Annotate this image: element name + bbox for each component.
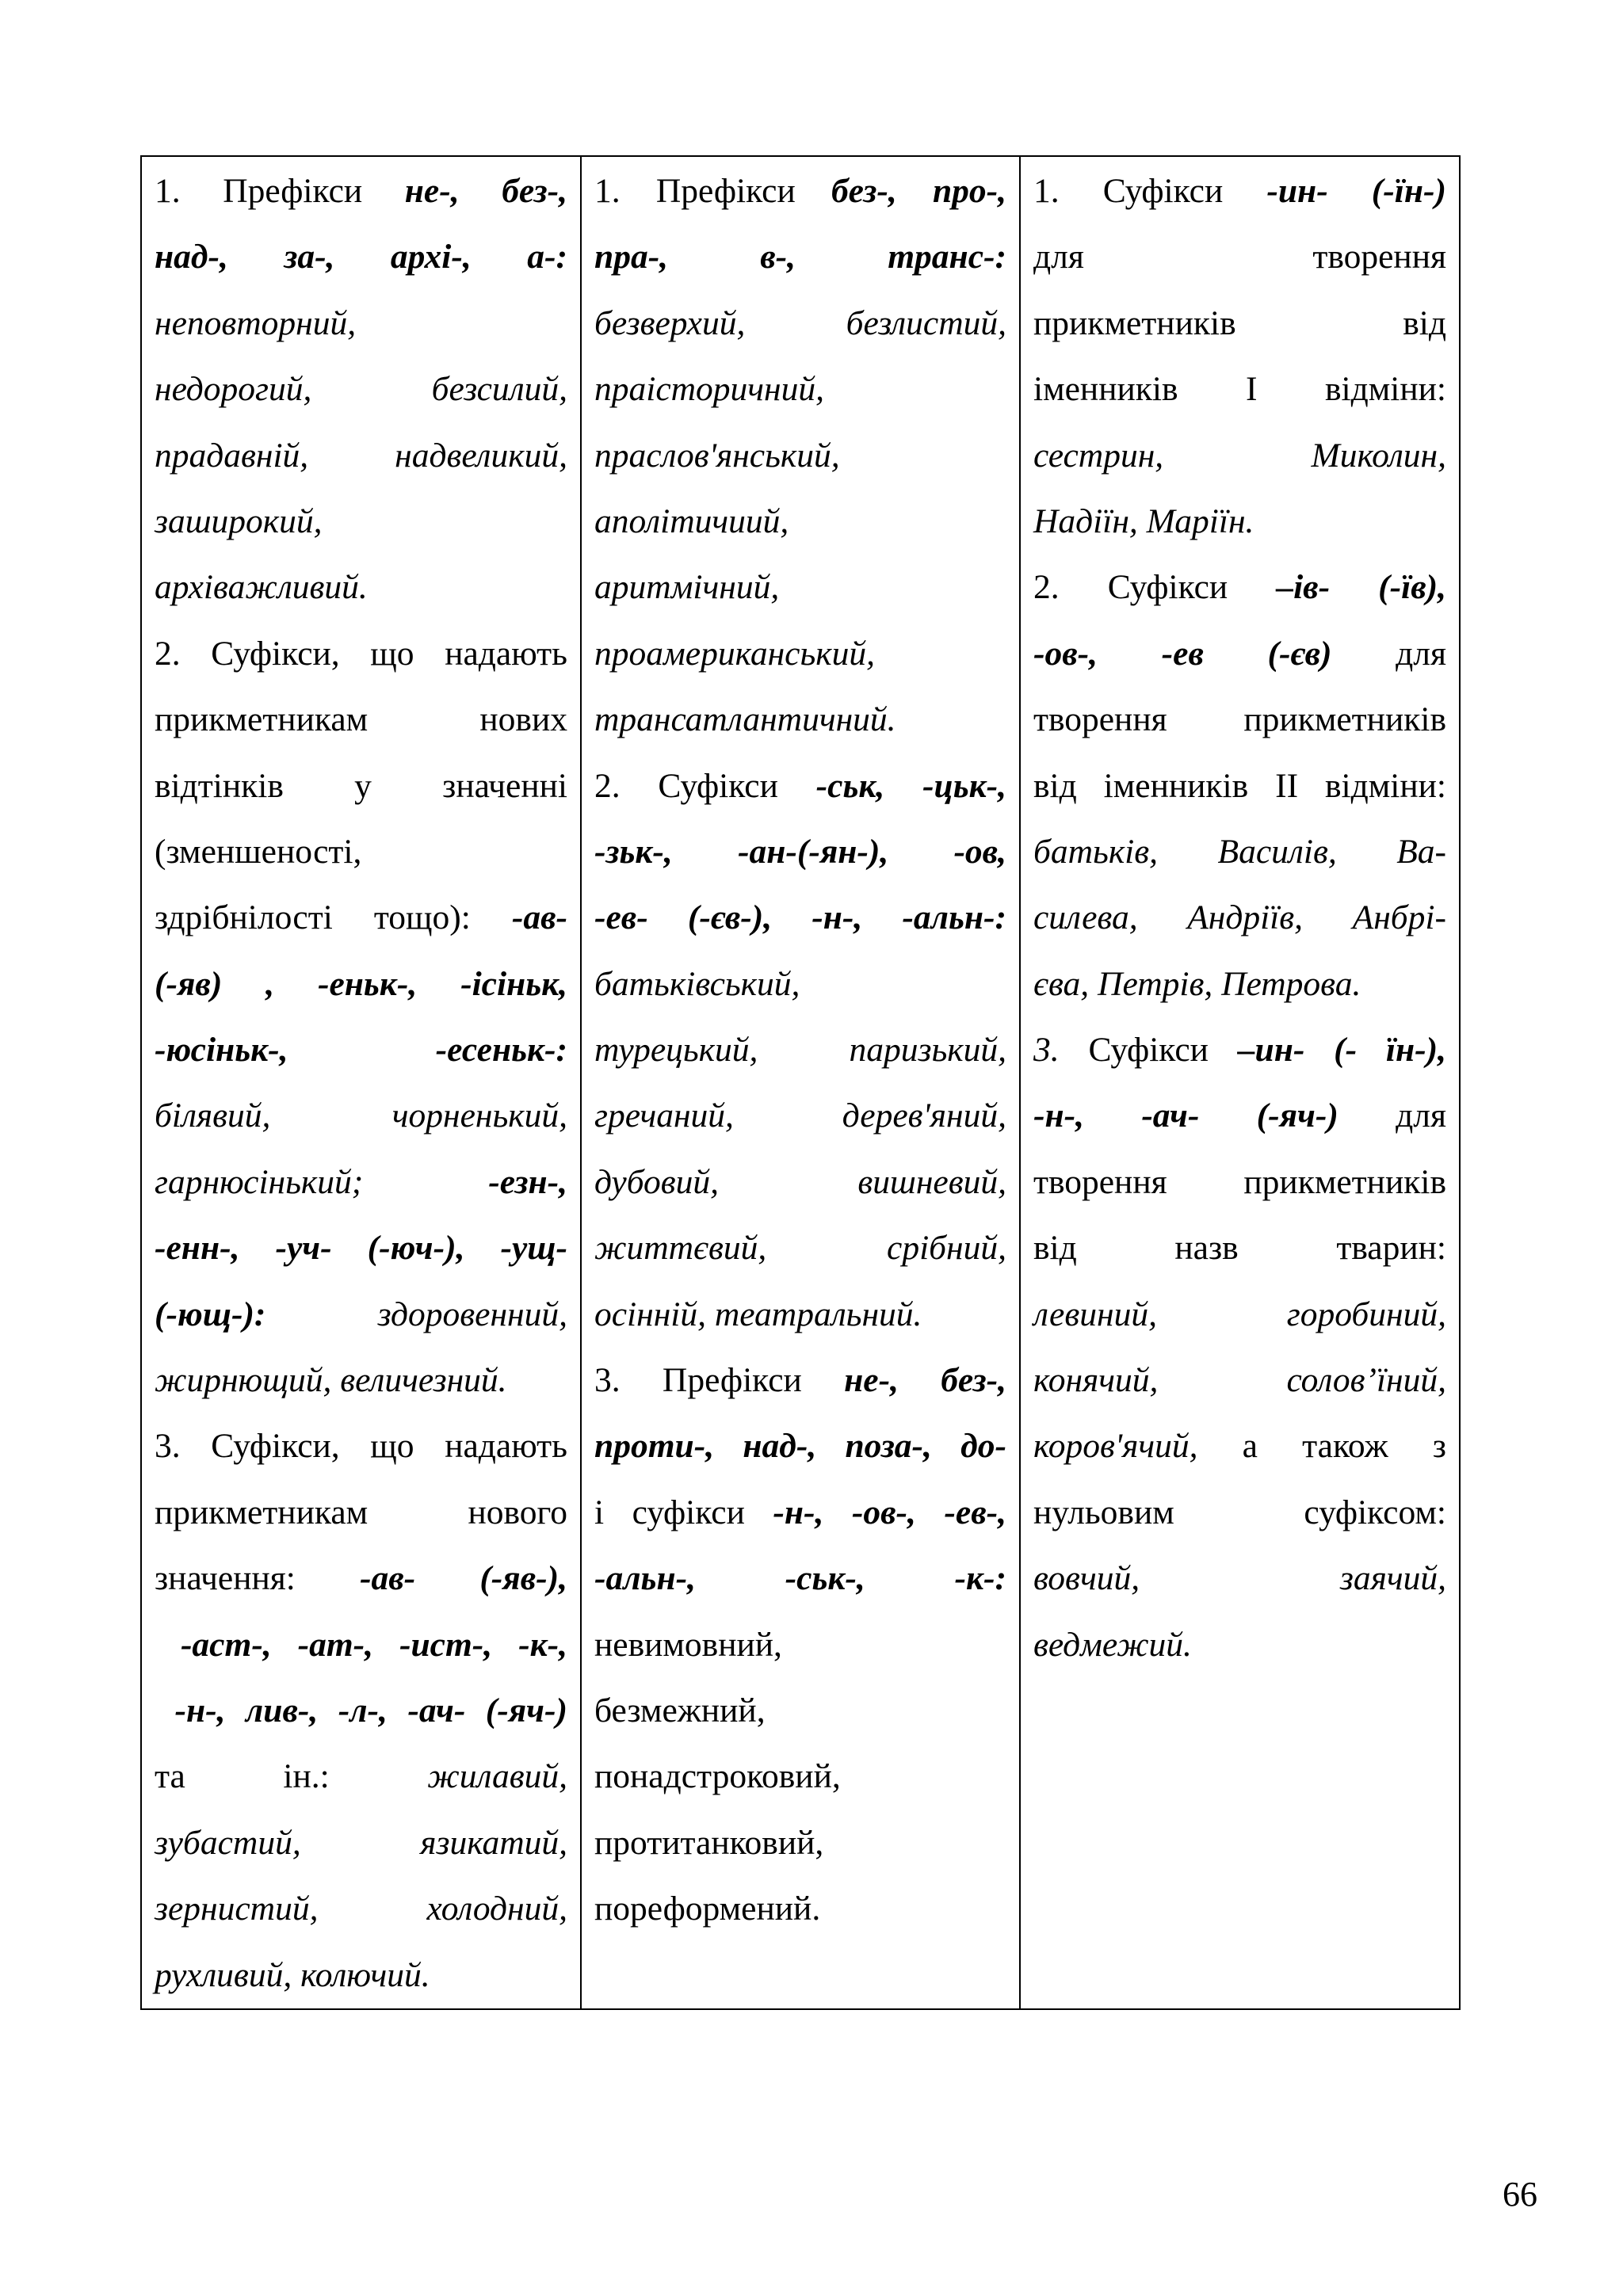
cell-text-line bbox=[1033, 1480, 1446, 1546]
text-run: для bbox=[1396, 634, 1446, 673]
text-run: пореформений. bbox=[594, 1890, 821, 1928]
cell-text-line bbox=[155, 819, 567, 885]
text-run: -езн-, bbox=[488, 1162, 567, 1201]
text-run: сестрин, Миколин, bbox=[1033, 436, 1446, 475]
text-run: зернистий, холодний, bbox=[155, 1890, 567, 1928]
text-run: 2. Суфікси bbox=[1033, 568, 1277, 607]
text-run: левиний, горобиний, bbox=[1033, 1295, 1446, 1333]
cell-text-line bbox=[1033, 1282, 1446, 1348]
cell-text-line bbox=[594, 621, 1006, 687]
cell-text-line bbox=[1033, 423, 1446, 489]
text-run: гречаний, дерев'яний, bbox=[594, 1097, 1006, 1135]
cell-text-line bbox=[155, 423, 567, 489]
cell-text-line bbox=[594, 555, 1006, 620]
text-run: без-, про-, bbox=[831, 172, 1007, 210]
cell-text-line bbox=[594, 1480, 1006, 1546]
cell-text-line bbox=[594, 1282, 1006, 1348]
text-run: заширокий, bbox=[155, 502, 323, 540]
text-run: -н-, лив-, -л-, -ач- (-яч-) bbox=[155, 1691, 567, 1730]
cell-text-line bbox=[155, 555, 567, 620]
cell-text-line bbox=[155, 1150, 567, 1215]
text-run: зубастий, язикатий, bbox=[155, 1823, 567, 1862]
text-run: -енн-, -уч- (-юч-), -ущ- bbox=[155, 1229, 567, 1268]
cell-text-line bbox=[1033, 753, 1446, 819]
cell-text-line bbox=[1033, 621, 1446, 687]
suffix-prefix-table bbox=[140, 155, 1461, 2010]
text-run: (зменшеності, bbox=[155, 832, 362, 871]
cell-text-line bbox=[594, 423, 1006, 489]
text-run: -ав- (-яв-), bbox=[360, 1559, 567, 1598]
text-run: осінній, театральний. bbox=[594, 1295, 922, 1333]
text-run: Надіїн, Маріїн. bbox=[1033, 502, 1254, 540]
text-run: для bbox=[1396, 1097, 1446, 1135]
text-run: здоровенний, bbox=[377, 1295, 567, 1333]
text-run: –ів- (-їв), bbox=[1276, 568, 1447, 607]
text-run: єва, Петрів, Петрова. bbox=[1033, 964, 1361, 1003]
cell-text-line bbox=[594, 1150, 1006, 1215]
cell-text-line bbox=[155, 1876, 567, 1942]
cell-text-line bbox=[155, 291, 567, 357]
cell-text-line bbox=[594, 1348, 1006, 1413]
cell-text-line bbox=[594, 753, 1006, 819]
text-run: від іменників ІІ відміни: bbox=[1033, 766, 1446, 805]
text-run: ведмежий. bbox=[1033, 1625, 1192, 1664]
table-row bbox=[141, 156, 1460, 2009]
cell-text-line bbox=[155, 885, 567, 951]
cell-text-line bbox=[1033, 1083, 1446, 1149]
cell-text-line bbox=[1033, 489, 1446, 555]
cell-text-line bbox=[1033, 687, 1446, 753]
text-run: прикметників від bbox=[1033, 303, 1446, 342]
cell-text-line bbox=[1033, 952, 1446, 1017]
cell-text-line bbox=[155, 1480, 567, 1546]
text-run: рухливий, колючий. bbox=[155, 1955, 430, 1994]
text-run: неповторний, bbox=[155, 303, 357, 342]
text-run: для творення bbox=[1033, 238, 1446, 277]
text-run: відтінків у значенні bbox=[155, 766, 567, 805]
text-run: гарнюсінький; bbox=[155, 1162, 489, 1201]
cell-text-line bbox=[155, 952, 567, 1017]
text-run: праісторичний, bbox=[594, 370, 825, 409]
text-run: Суфікси bbox=[1088, 1031, 1238, 1070]
text-run: вовчий, заячий, bbox=[1033, 1559, 1446, 1598]
text-run: від назв тварин: bbox=[1033, 1229, 1446, 1268]
cell-text-line bbox=[155, 1744, 567, 1810]
text-run: 2. Суфікси, що надають bbox=[155, 634, 567, 673]
text-run: -ов-, -ев (-єв) bbox=[1033, 634, 1396, 673]
page-number: 66 bbox=[1503, 2175, 1537, 2214]
text-run: -ев- (-єв-), -н-, -альн-: bbox=[594, 898, 1006, 937]
cell-text-line bbox=[155, 357, 567, 422]
text-run: аполітичиий, bbox=[594, 502, 789, 540]
text-run: прикметникам нового bbox=[155, 1493, 567, 1531]
text-run: -н-, -ов-, -ев-, bbox=[773, 1493, 1006, 1531]
text-run: недорогий, безсилий, bbox=[155, 370, 567, 409]
cell-text-line bbox=[594, 1215, 1006, 1281]
cell-text-line bbox=[594, 489, 1006, 555]
cell-text-line bbox=[1033, 1215, 1446, 1281]
text-run: дубовий, вишневий, bbox=[594, 1162, 1006, 1201]
cell-text-line bbox=[1033, 1150, 1446, 1215]
text-run: -ав- bbox=[511, 898, 567, 937]
text-run: не-, без-, bbox=[844, 1361, 1007, 1400]
cell-text-line bbox=[1033, 357, 1446, 422]
cell-text-line bbox=[594, 885, 1006, 951]
text-run: та ін.: bbox=[155, 1757, 428, 1796]
text-run: -аст-, -ат-, -ист-, -к-, bbox=[155, 1625, 567, 1664]
table-cell-column-1 bbox=[141, 156, 581, 2009]
cell-text-line bbox=[155, 1413, 567, 1479]
cell-text-line bbox=[1033, 1017, 1446, 1083]
cell-text-line bbox=[1033, 1612, 1446, 1678]
text-run: і суфікси bbox=[594, 1493, 773, 1531]
cell-text-line bbox=[594, 687, 1006, 753]
table-cell-column-2 bbox=[581, 156, 1020, 2009]
text-run: жирнющий, величезний. bbox=[155, 1361, 507, 1400]
cell-text-line bbox=[155, 753, 567, 819]
text-run: (-ющ-): bbox=[155, 1295, 378, 1333]
cell-text-line bbox=[594, 158, 1006, 224]
cell-text-line bbox=[155, 1546, 567, 1611]
text-run: -альн-, -ськ-, -к-: bbox=[594, 1559, 1006, 1598]
table-cell-column-3 bbox=[1020, 156, 1460, 2009]
text-run: значення: bbox=[155, 1559, 361, 1598]
cell-text-line bbox=[594, 357, 1006, 422]
text-run: -ин- (-їн-) bbox=[1266, 172, 1446, 210]
text-run: -зьк-, -ан-(-ян-), -ов, bbox=[594, 832, 1006, 871]
text-run: невимовний, bbox=[594, 1625, 782, 1664]
text-run: не-, без-, bbox=[404, 172, 567, 210]
text-run: здрібнілості тощо): bbox=[155, 898, 512, 937]
text-run: архіважливий. bbox=[155, 568, 368, 607]
cell-text-line bbox=[155, 1810, 567, 1876]
text-run: життєвий, срібний, bbox=[594, 1229, 1006, 1268]
text-run: –ин- (- їн-), bbox=[1237, 1031, 1446, 1070]
cell-text-line bbox=[594, 1413, 1006, 1479]
text-run: 1. Префікси bbox=[155, 172, 405, 210]
cell-text-line bbox=[155, 621, 567, 687]
text-run: білявий, чорненький, bbox=[155, 1097, 567, 1135]
cell-text-line bbox=[155, 687, 567, 753]
cell-text-line bbox=[155, 489, 567, 555]
text-run: проамериканський, bbox=[594, 634, 875, 673]
text-run: -юсіньк-, -есеньк-: bbox=[155, 1031, 567, 1070]
cell-text-line bbox=[1033, 1348, 1446, 1413]
cell-text-line bbox=[1033, 1413, 1446, 1479]
cell-text-line bbox=[1033, 555, 1446, 620]
cell-text-line bbox=[155, 224, 567, 290]
text-run: творення прикметників bbox=[1033, 1162, 1446, 1201]
text-run: пра-, в-, транс-: bbox=[594, 238, 1006, 277]
cell-text-line bbox=[155, 1083, 567, 1149]
text-run: понадстроковий, bbox=[594, 1757, 841, 1796]
cell-text-line bbox=[1033, 158, 1446, 224]
cell-text-line bbox=[594, 291, 1006, 357]
cell-text-line bbox=[155, 158, 567, 224]
cell-text-line bbox=[594, 1876, 1006, 1942]
cell-text-line bbox=[1033, 1546, 1446, 1611]
text-run: іменників І відміни: bbox=[1033, 370, 1446, 409]
text-run: 2. Суфікси bbox=[594, 766, 816, 805]
text-run: жилавий, bbox=[427, 1757, 567, 1796]
cell-text-line bbox=[594, 1546, 1006, 1611]
text-run: 1. Суфікси bbox=[1033, 172, 1267, 210]
cell-text-line bbox=[594, 1810, 1006, 1876]
text-run: трансатлантичний. bbox=[594, 700, 896, 739]
text-run: 3. bbox=[1033, 1031, 1089, 1070]
cell-text-line bbox=[594, 1678, 1006, 1744]
cell-text-line bbox=[1033, 819, 1446, 885]
cell-text-line bbox=[155, 1282, 567, 1348]
cell-text-line bbox=[155, 1943, 567, 2008]
text-run: 3. Суфікси, що надають bbox=[155, 1427, 567, 1466]
cell-text-line bbox=[1033, 224, 1446, 290]
text-run: нульовим суфіксом: bbox=[1033, 1493, 1446, 1531]
text-run: силева, Андріїв, Анбрі- bbox=[1033, 898, 1446, 937]
text-run: протитанковий, bbox=[594, 1823, 824, 1862]
text-run: прикметникам нових bbox=[155, 700, 567, 739]
text-run: 3. Префікси bbox=[594, 1361, 845, 1400]
text-run: (-яв) , -еньк-, -ісіньк, bbox=[155, 964, 567, 1003]
text-run: турецький, паризький, bbox=[594, 1031, 1006, 1070]
text-run: конячий, солов’їний, bbox=[1033, 1361, 1446, 1400]
cell-text-line bbox=[594, 952, 1006, 1017]
text-run: над-, за-, архі-, а-: bbox=[155, 238, 567, 277]
cell-text-line bbox=[594, 819, 1006, 885]
text-run: безверхий, безлистий, bbox=[594, 303, 1006, 342]
text-run: а також з bbox=[1242, 1427, 1446, 1466]
text-run: праслов'янський, bbox=[594, 436, 840, 475]
cell-text-line bbox=[155, 1215, 567, 1281]
text-run: батьківський, bbox=[594, 964, 800, 1003]
cell-text-line bbox=[155, 1678, 567, 1744]
text-run: -н-, -ач- (-яч-) bbox=[1033, 1097, 1396, 1135]
cell-text-line bbox=[155, 1017, 567, 1083]
cell-text-line bbox=[1033, 291, 1446, 357]
cell-text-line bbox=[155, 1612, 567, 1678]
text-run: коров'ячий, bbox=[1033, 1427, 1243, 1466]
cell-text-line bbox=[594, 224, 1006, 290]
cell-text-line bbox=[594, 1017, 1006, 1083]
text-run: батьків, Василів, Ва- bbox=[1033, 832, 1446, 871]
text-run: прадавній, надвеликий, bbox=[155, 436, 567, 475]
text-run: проти-, над-, поза-, до- bbox=[594, 1427, 1006, 1466]
cell-text-line bbox=[594, 1744, 1006, 1810]
text-run: 1. Префікси bbox=[594, 172, 831, 210]
text-run: аритмічний, bbox=[594, 568, 780, 607]
text-run: безмежний, bbox=[594, 1691, 766, 1730]
cell-text-line bbox=[594, 1083, 1006, 1149]
cell-text-line bbox=[594, 1612, 1006, 1678]
text-run: творення прикметників bbox=[1033, 700, 1446, 739]
cell-text-line bbox=[155, 1348, 567, 1413]
cell-text-line bbox=[1033, 885, 1446, 951]
text-run: -ськ, -цьк-, bbox=[815, 766, 1006, 805]
